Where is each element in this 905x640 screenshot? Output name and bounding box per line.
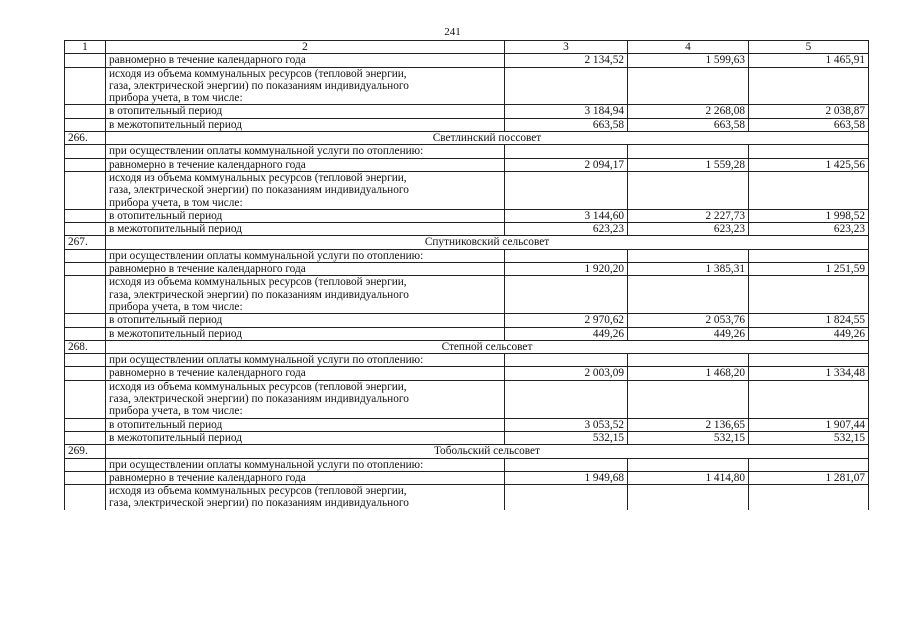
value-col-4: [628, 485, 749, 510]
row-label: равномерно в течение календарного года: [106, 471, 505, 484]
table-row: [65, 354, 869, 367]
table-row: [65, 314, 869, 327]
row-index-cell: [65, 276, 106, 314]
section-row: [65, 236, 869, 249]
value-col-4: 1 468,20: [628, 367, 749, 380]
value-col-3: 2 094,17: [505, 158, 628, 171]
column-header: 5: [749, 41, 869, 54]
row-label: равномерно в течение календарного года: [106, 367, 505, 380]
value-col-3: 532,15: [505, 431, 628, 444]
row-index-cell: [65, 54, 106, 67]
row-label: в межотопительный период: [106, 327, 505, 340]
row-index-cell: [65, 209, 106, 222]
column-header: 1: [65, 41, 106, 54]
column-header-row: [65, 41, 869, 54]
value-col-5: 1 334,48: [749, 367, 869, 380]
value-col-5: 532,15: [749, 431, 869, 444]
value-col-5: [749, 354, 869, 367]
value-col-4: 2 136,65: [628, 418, 749, 431]
row-label-line: исходя из объема коммунальных ресурсов (тепловой энергии,: [109, 485, 407, 498]
tariff-table: [64, 40, 869, 510]
value-col-5: 1 425,56: [749, 158, 869, 171]
row-label-line: исходя из объема коммунальных ресурсов (тепловой энергии,: [109, 67, 407, 80]
value-col-5: [749, 458, 869, 471]
section-name: Светлинский поссовет: [106, 132, 869, 145]
section-index: 268.: [65, 340, 106, 353]
row-index-cell: [65, 431, 106, 444]
value-col-4: [628, 276, 749, 314]
value-col-3: [505, 171, 628, 209]
row-label: [106, 276, 505, 314]
value-col-3: 2 003,09: [505, 367, 628, 380]
table-row: [65, 485, 869, 510]
table-row: [65, 118, 869, 131]
table-row: [65, 458, 869, 471]
row-index-cell: [65, 145, 106, 158]
table-row: [65, 209, 869, 222]
column-header: 2: [106, 41, 505, 54]
row-label-line: исходя из объема коммунальных ресурсов (тепловой энергии,: [109, 380, 407, 393]
value-col-5: 449,26: [749, 327, 869, 340]
value-col-3: [505, 67, 628, 105]
value-col-4: 663,58: [628, 118, 749, 131]
row-label-line: прибора учета, в том числе:: [109, 405, 243, 418]
value-col-4: 2 268,08: [628, 105, 749, 118]
value-col-4: 1 414,80: [628, 471, 749, 484]
row-index-cell: [65, 471, 106, 484]
row-label: при осуществлении оплаты коммунальной услуги по отоплению:: [106, 354, 505, 367]
row-index-cell: [65, 223, 106, 236]
value-col-4: 2 053,76: [628, 314, 749, 327]
column-header: 3: [505, 41, 628, 54]
row-index-cell: [65, 354, 106, 367]
row-index-cell: [65, 380, 106, 418]
row-label: в отопительный период: [106, 105, 505, 118]
value-col-4: 2 227,73: [628, 209, 749, 222]
table-row: [65, 471, 869, 484]
value-col-3: 2 970,62: [505, 314, 628, 327]
section-row: [65, 132, 869, 145]
row-index-cell: [65, 367, 106, 380]
table-row: [65, 105, 869, 118]
section-index: 269.: [65, 445, 106, 458]
row-label: равномерно в течение календарного года: [106, 158, 505, 171]
value-col-4: [628, 380, 749, 418]
value-col-4: 1 559,28: [628, 158, 749, 171]
value-col-5: 623,23: [749, 223, 869, 236]
value-col-3: [505, 458, 628, 471]
row-index-cell: [65, 158, 106, 171]
row-label: [106, 380, 505, 418]
value-col-3: [505, 380, 628, 418]
value-col-4: 1 385,31: [628, 263, 749, 276]
value-col-5: 1 465,91: [749, 54, 869, 67]
table-row: [65, 158, 869, 171]
table-row: [65, 367, 869, 380]
table-row: [65, 171, 869, 209]
row-label-line: газа, электрической энергии) по показаниям индивидуального: [109, 393, 409, 406]
value-col-3: 2 134,52: [505, 54, 628, 67]
value-col-4: [628, 145, 749, 158]
row-label: [106, 485, 505, 510]
row-index-cell: [65, 327, 106, 340]
value-col-3: 3 144,60: [505, 209, 628, 222]
section-row: [65, 445, 869, 458]
row-label: в межотопительный период: [106, 223, 505, 236]
row-label-line: исходя из объема коммунальных ресурсов (тепловой энергии,: [109, 276, 407, 289]
section-name: Степной сельсовет: [106, 340, 869, 353]
table-row: [65, 418, 869, 431]
value-col-5: 1 907,44: [749, 418, 869, 431]
table-row: [65, 145, 869, 158]
table-row: [65, 431, 869, 444]
row-label-line: газа, электрической энергии) по показаниям индивидуального: [109, 79, 409, 92]
row-label: при осуществлении оплаты коммунальной услуги по отоплению:: [106, 145, 505, 158]
value-col-5: 2 038,87: [749, 105, 869, 118]
value-col-3: [505, 276, 628, 314]
row-label-line: газа, электрической энергии) по показаниям индивидуального: [109, 497, 409, 510]
column-header: 4: [628, 41, 749, 54]
row-index-cell: [65, 67, 106, 105]
value-col-5: [749, 171, 869, 209]
value-col-4: [628, 354, 749, 367]
section-index: 267.: [65, 236, 106, 249]
row-label-line: газа, электрической энергии) по показаниям индивидуального: [109, 288, 409, 301]
value-col-4: [628, 67, 749, 105]
table-row: [65, 327, 869, 340]
value-col-3: 1 949,68: [505, 471, 628, 484]
row-label: при осуществлении оплаты коммунальной услуги по отоплению:: [106, 458, 505, 471]
row-label-line: прибора учета, в том числе:: [109, 300, 243, 313]
row-label: [106, 171, 505, 209]
row-index-cell: [65, 171, 106, 209]
value-col-5: 1 281,07: [749, 471, 869, 484]
value-col-5: [749, 276, 869, 314]
row-label-line: газа, электрической энергии) по показаниям индивидуального: [109, 184, 409, 197]
value-col-4: 532,15: [628, 431, 749, 444]
row-label: в отопительный период: [106, 209, 505, 222]
value-col-3: 3 184,94: [505, 105, 628, 118]
table-row: [65, 249, 869, 262]
value-col-5: [749, 249, 869, 262]
value-col-4: [628, 458, 749, 471]
row-label: равномерно в течение календарного года: [106, 54, 505, 67]
row-index-cell: [65, 249, 106, 262]
table-row: [65, 380, 869, 418]
value-col-5: 663,58: [749, 118, 869, 131]
row-label: в отопительный период: [106, 314, 505, 327]
value-col-3: [505, 145, 628, 158]
table-row: [65, 67, 869, 105]
row-index-cell: [65, 118, 106, 131]
row-label: равномерно в течение календарного года: [106, 263, 505, 276]
table-row: [65, 276, 869, 314]
value-col-4: 623,23: [628, 223, 749, 236]
value-col-5: 1 251,59: [749, 263, 869, 276]
row-label-line: исходя из объема коммунальных ресурсов (тепловой энергии,: [109, 171, 407, 184]
value-col-5: [749, 485, 869, 510]
row-index-cell: [65, 418, 106, 431]
value-col-4: [628, 249, 749, 262]
value-col-4: 449,26: [628, 327, 749, 340]
value-col-5: [749, 145, 869, 158]
value-col-5: 1 824,55: [749, 314, 869, 327]
section-name: Тобольский сельсовет: [106, 445, 869, 458]
row-label-line: прибора учета, в том числе:: [109, 196, 243, 209]
row-index-cell: [65, 485, 106, 510]
row-label: в межотопительный период: [106, 431, 505, 444]
value-col-5: [749, 67, 869, 105]
value-col-3: 449,26: [505, 327, 628, 340]
value-col-5: 1 998,52: [749, 209, 869, 222]
page-number: 241: [444, 26, 461, 38]
value-col-5: [749, 380, 869, 418]
row-index-cell: [65, 263, 106, 276]
table-row: [65, 223, 869, 236]
value-col-3: [505, 249, 628, 262]
value-col-4: [628, 171, 749, 209]
row-index-cell: [65, 458, 106, 471]
tariff-table-body: [65, 41, 869, 510]
value-col-3: [505, 354, 628, 367]
table-row: [65, 54, 869, 67]
value-col-4: 1 599,63: [628, 54, 749, 67]
row-label: при осуществлении оплаты коммунальной услуги по отоплению:: [106, 249, 505, 262]
section-row: [65, 340, 869, 353]
row-label: в отопительный период: [106, 418, 505, 431]
value-col-3: 623,23: [505, 223, 628, 236]
value-col-3: 3 053,52: [505, 418, 628, 431]
row-index-cell: [65, 105, 106, 118]
table-row: [65, 263, 869, 276]
row-index-cell: [65, 314, 106, 327]
value-col-3: 1 920,20: [505, 263, 628, 276]
value-col-3: 663,58: [505, 118, 628, 131]
value-col-3: [505, 485, 628, 510]
row-label: в межотопительный период: [106, 118, 505, 131]
section-index: 266.: [65, 132, 106, 145]
section-name: Спутниковский сельсовет: [106, 236, 869, 249]
row-label: [106, 67, 505, 105]
row-label-line: прибора учета, в том числе:: [109, 92, 243, 105]
